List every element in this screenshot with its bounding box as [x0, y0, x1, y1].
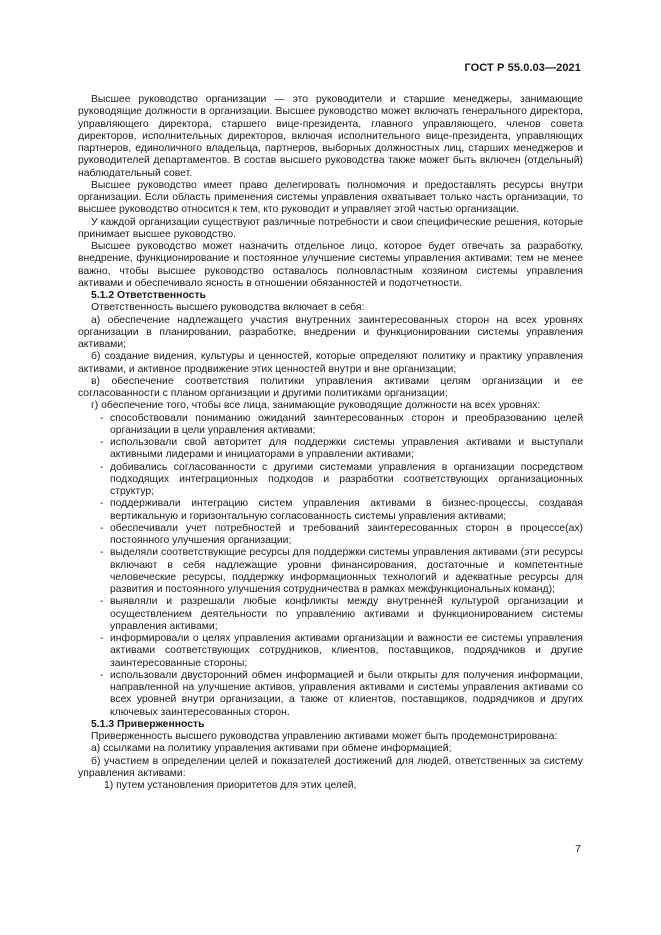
section-heading-5-1-3: 5.1.3 Приверженность — [91, 718, 205, 730]
dash-list-item: - добивались согласованности с другими системами управления в организации посредством подходящих интеграционных подходов и разработки соответствующих организационных структур; — [110, 462, 583, 499]
list-item-b: б) создание видения, культуры и ценностей, которые определяют политику и практику управления активами, и активное продвижение этих ценностей внутри и вне организации; — [78, 351, 583, 375]
list-item-v: в) обеспечение соответствия политики управления активами целям организации и ее согласованности с планом организации и другими политиками организации; — [78, 375, 583, 399]
paragraph-needs: У каждой организации существуют различные потребности и свои специфические решения, которые принимает высшее руководство. — [78, 216, 583, 240]
dash-list-item: - использовали свой авторитет для поддержки системы управления активами и выступали активными лидерами и инициаторами в управлении активами; — [110, 437, 583, 462]
dash-list-item: - информировали о целях управления активами организации и важности ее системы управления активами соответствующих сотрудников, клиентов, поставщиков, подрядчиков и другие заинтересованные стороны; — [110, 633, 583, 670]
document-header: ГОСТ Р 55.0.03—2021 — [464, 62, 581, 74]
dash-list — [78, 413, 583, 719]
dash-list-item: - выявляли и разрешали любые конфликты между внутренней культурой организации и осуществлением деятельности по управлению активами и функционированием системы управления активами; — [110, 596, 583, 633]
paragraph-delegation: Высшее руководство имеет право делегировать полномочия и предоставлять ресурсы внутри организации. Если область применения системы управления охватывает только часть организации, то высшее руководство относится к тем, кто руководит и управляет этой частью организации. — [78, 179, 583, 216]
paragraph-responsibility-intro: Ответственность высшего руководства включает в себя: — [91, 302, 365, 314]
list-item-a-commitment: а) ссылками на политику управления активами при обмене информацией; — [91, 743, 452, 755]
section-heading-5-1-2: 5.1.2 Ответственность — [91, 290, 206, 301]
paragraph-appoint-person: Высшее руководство может назначить отдельное лицо, которое будет отвечать за разработку, внедрение, функционирование и постоянное улучшение системы управления активами; тем не менее важно, чтобы высшее руководство оставалось полновластным хозяином системы управления активами и обеспечивало ясность в отношении обязанностей и подотчетности. — [78, 241, 583, 289]
paragraph-top-management-definition: Высшее руководство организации — это руководители и старшие менеджеры, занимающие руководящие должности в организации. Высшее руководство может включать генерального директора, управляющего директора, старшего вице-президента, главного управляющего, членов совета директоров, исполнительных директоров, включая исполнительного вице-президента, управляющих партнеров, единоличного владельца, партнеров, выборных должностных лиц, старших менеджеров и руководителей департаментов. В состав высшего руководства также может быть включен (отдельный) наблюдательный совет. — [78, 94, 583, 179]
numbered-item-1: 1) путем установления приоритетов для этих целей, — [104, 780, 357, 791]
document-body — [78, 94, 583, 792]
list-item-b-commitment: б) участием в определении целей и показателей достижений для людей, ответственных за систему управления активами: — [78, 755, 583, 779]
dash-list-item: - поддерживали интеграцию систем управления активами в бизнес-процессы, создавая вертикальную и горизонтальную согласованность системы управления активами; — [110, 498, 583, 523]
dash-list-item: - обеспечивали учет потребностей и требований заинтересованных сторон в процессе(ах) постоянного улучшения организации; — [110, 523, 583, 548]
dash-list-item: - выделяли соответствующие ресурсы для поддержки системы управления активами (эти ресурсы включают в себя надлежащие уровни финансирования, достаточные и компетентные человеческие ресурсы, поддержку информационных технологий и адекватные ресурсы для развития и постоянного улучшения сотрудничества в рамках межфункциональных команд); — [110, 547, 583, 596]
list-item-a: а) обеспечение надлежащего участия внутренних заинтересованных сторон на всех уровнях организации в планировании, разработке, внедрении и функционировании системы управления активами; — [78, 314, 583, 350]
page-number: 7 — [575, 843, 581, 855]
dash-list-item: - способствовали пониманию ожиданий заинтересованных сторон и преобразованию целей организации в цели управления активами; — [110, 413, 583, 438]
list-item-g: г) обеспечение того, чтобы все лица, занимающие руководящие должности на всех уровнях: — [91, 400, 541, 412]
paragraph-commitment-intro: Приверженность высшего руководства управлению активами может быть продемонстрирована: — [91, 731, 558, 742]
dash-list-item: - использовали двусторонний обмен информацией и были открыты для получения информации, направленной на улучшение активов, управления активами и системы управления активами со всех уровней внутри организации, а также от клиентов, поставщиков, подрядчиков и других ключевых заинтересованных сторон. — [110, 670, 583, 719]
